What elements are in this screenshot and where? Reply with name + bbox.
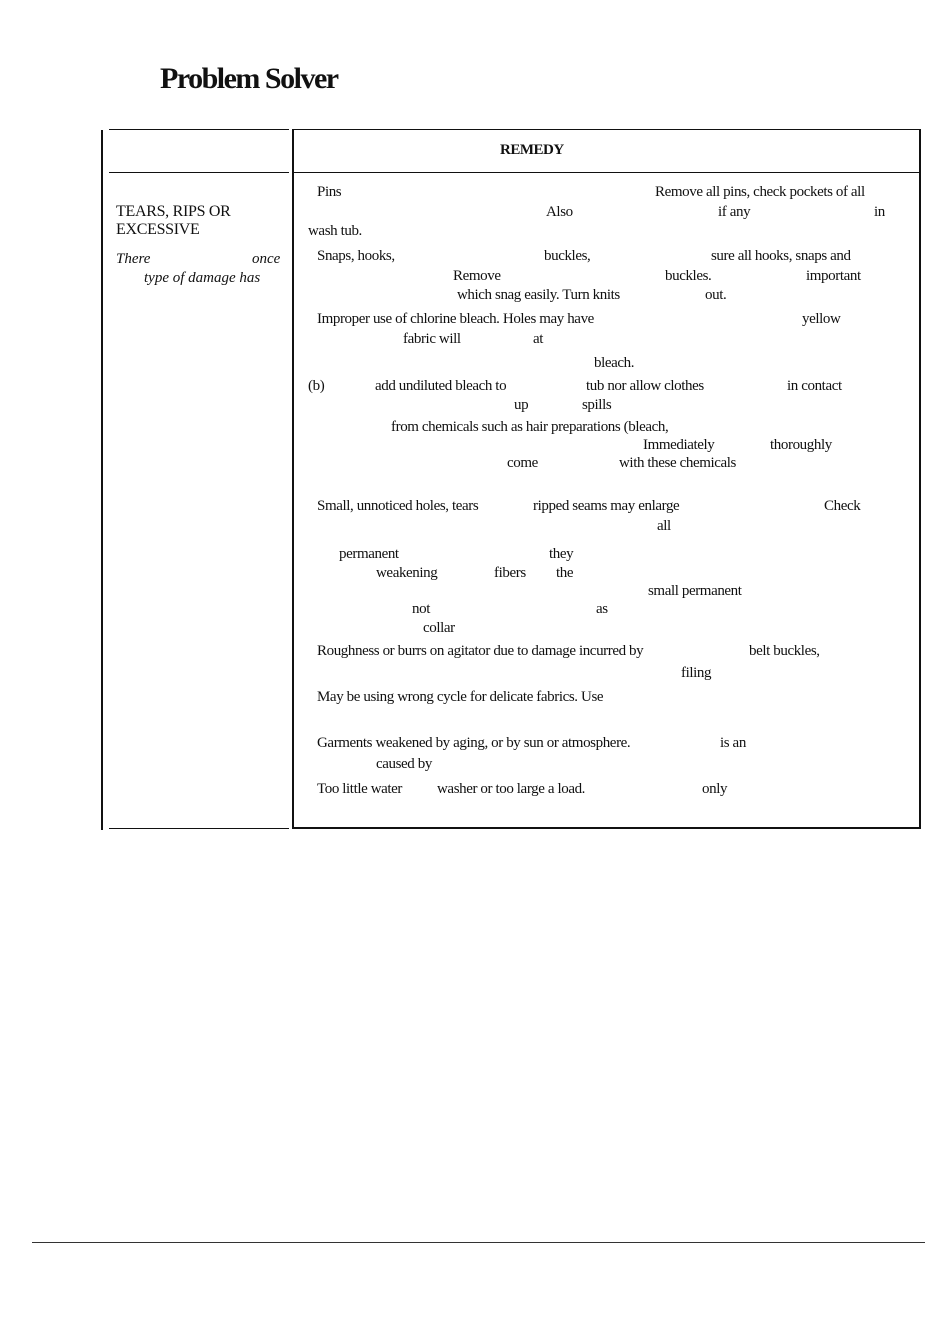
left-bottom-rule (109, 828, 289, 829)
remedy-fragment: thoroughly (770, 437, 832, 453)
remedy-fragment: permanent (339, 546, 399, 562)
remedy-fragment: Also (546, 204, 573, 220)
left-header-rule (109, 172, 289, 173)
remedy-fragment: Check (824, 498, 861, 514)
remedy-fragment: not (412, 601, 430, 617)
left-outer-border (101, 130, 103, 830)
problem-note-fragment: once (252, 251, 281, 267)
problem-heading (116, 203, 231, 239)
remedy-bottom-rule (292, 827, 921, 829)
remedy-fragment: wash tub. (308, 223, 362, 239)
remedy-column-header: REMEDY (500, 142, 564, 158)
remedy-fragment: spills (582, 397, 612, 413)
remedy-fragment: the (556, 565, 574, 581)
problem-heading-line: TEARS, RIPS OR (116, 203, 231, 220)
remedy-header-rule (292, 172, 921, 173)
remedy-fragment: Garments weakened by aging, or by sun or atmosphere. (317, 735, 631, 751)
remedy-fragment: Remove all pins, check pockets of all (655, 184, 865, 200)
remedy-fragment: Roughness or burrs on agitator due to damage incurred by (317, 643, 644, 659)
remedy-fragment: is an (720, 735, 746, 751)
footer-rule (32, 1242, 925, 1243)
remedy-fragment: Immediately (643, 437, 715, 453)
remedy-fragment: as (596, 601, 608, 617)
remedy-right-border (919, 130, 921, 828)
remedy-fragment: filing (681, 665, 712, 681)
remedy-fragment: yellow (802, 311, 841, 327)
remedy-fragment: up (514, 397, 529, 413)
remedy-fragment: in (874, 204, 885, 220)
remedy-fragment: buckles. (665, 268, 712, 284)
remedy-fragment: sure all hooks, snaps and (711, 248, 851, 264)
remedy-fragment: Small, unnoticed holes, tears (317, 498, 479, 514)
remedy-fragment: out. (705, 287, 727, 303)
remedy-fragment: at (533, 331, 544, 347)
remedy-fragment: washer or too large a load. (437, 781, 586, 797)
remedy-fragment: if any (718, 204, 751, 220)
remedy-fragment: they (549, 546, 574, 562)
remedy-fragment: Improper use of chlorine bleach. Holes may have (317, 311, 594, 327)
remedy-fragment: (b) (308, 378, 325, 394)
remedy-fragment: small permanent (648, 583, 742, 599)
remedy-fragment: only (702, 781, 728, 797)
remedy-fragment: which snag easily. Turn knits (457, 287, 620, 303)
remedy-fragment: fibers (494, 565, 526, 581)
remedy-fragment: tub nor allow clothes (586, 378, 704, 394)
remedy-fragment: add undiluted bleach to (375, 378, 507, 394)
remedy-fragment: Pins (317, 184, 342, 200)
remedy-fragment: all (657, 518, 671, 534)
problem-note-fragment: type of damage has (144, 270, 261, 286)
remedy-fragment: ripped seams may enlarge (533, 498, 680, 514)
remedy-fragment: come (507, 455, 538, 471)
left-top-rule (109, 129, 289, 130)
remedy-fragment: caused by (376, 756, 432, 772)
remedy-fragment: weakening (376, 565, 438, 581)
remedy-fragment: fabric will (403, 331, 461, 347)
remedy-fragment: with these chemicals (619, 455, 736, 471)
remedy-fragment: May be using wrong cycle for delicate fabrics. Use (317, 689, 604, 705)
remedy-top-rule (292, 129, 921, 130)
remedy-fragment: important (806, 268, 861, 284)
remedy-fragment: Snaps, hooks, (317, 248, 395, 264)
remedy-fragment: buckles, (544, 248, 591, 264)
remedy-fragment: collar (423, 620, 455, 636)
page-title: Problem Solver (160, 62, 338, 95)
remedy-fragment: Remove (453, 268, 501, 284)
problem-note-fragment: There (116, 251, 151, 267)
remedy-fragment: belt buckles, (749, 643, 820, 659)
remedy-fragment: Too little water (317, 781, 403, 797)
remedy-fragment: from chemicals such as hair preparations (bleach, (391, 419, 669, 435)
problem-heading-line: EXCESSIVE (116, 221, 200, 238)
remedy-fragment: in contact (787, 378, 842, 394)
remedy-fragment: bleach. (594, 355, 635, 371)
remedy-left-border (292, 130, 294, 828)
